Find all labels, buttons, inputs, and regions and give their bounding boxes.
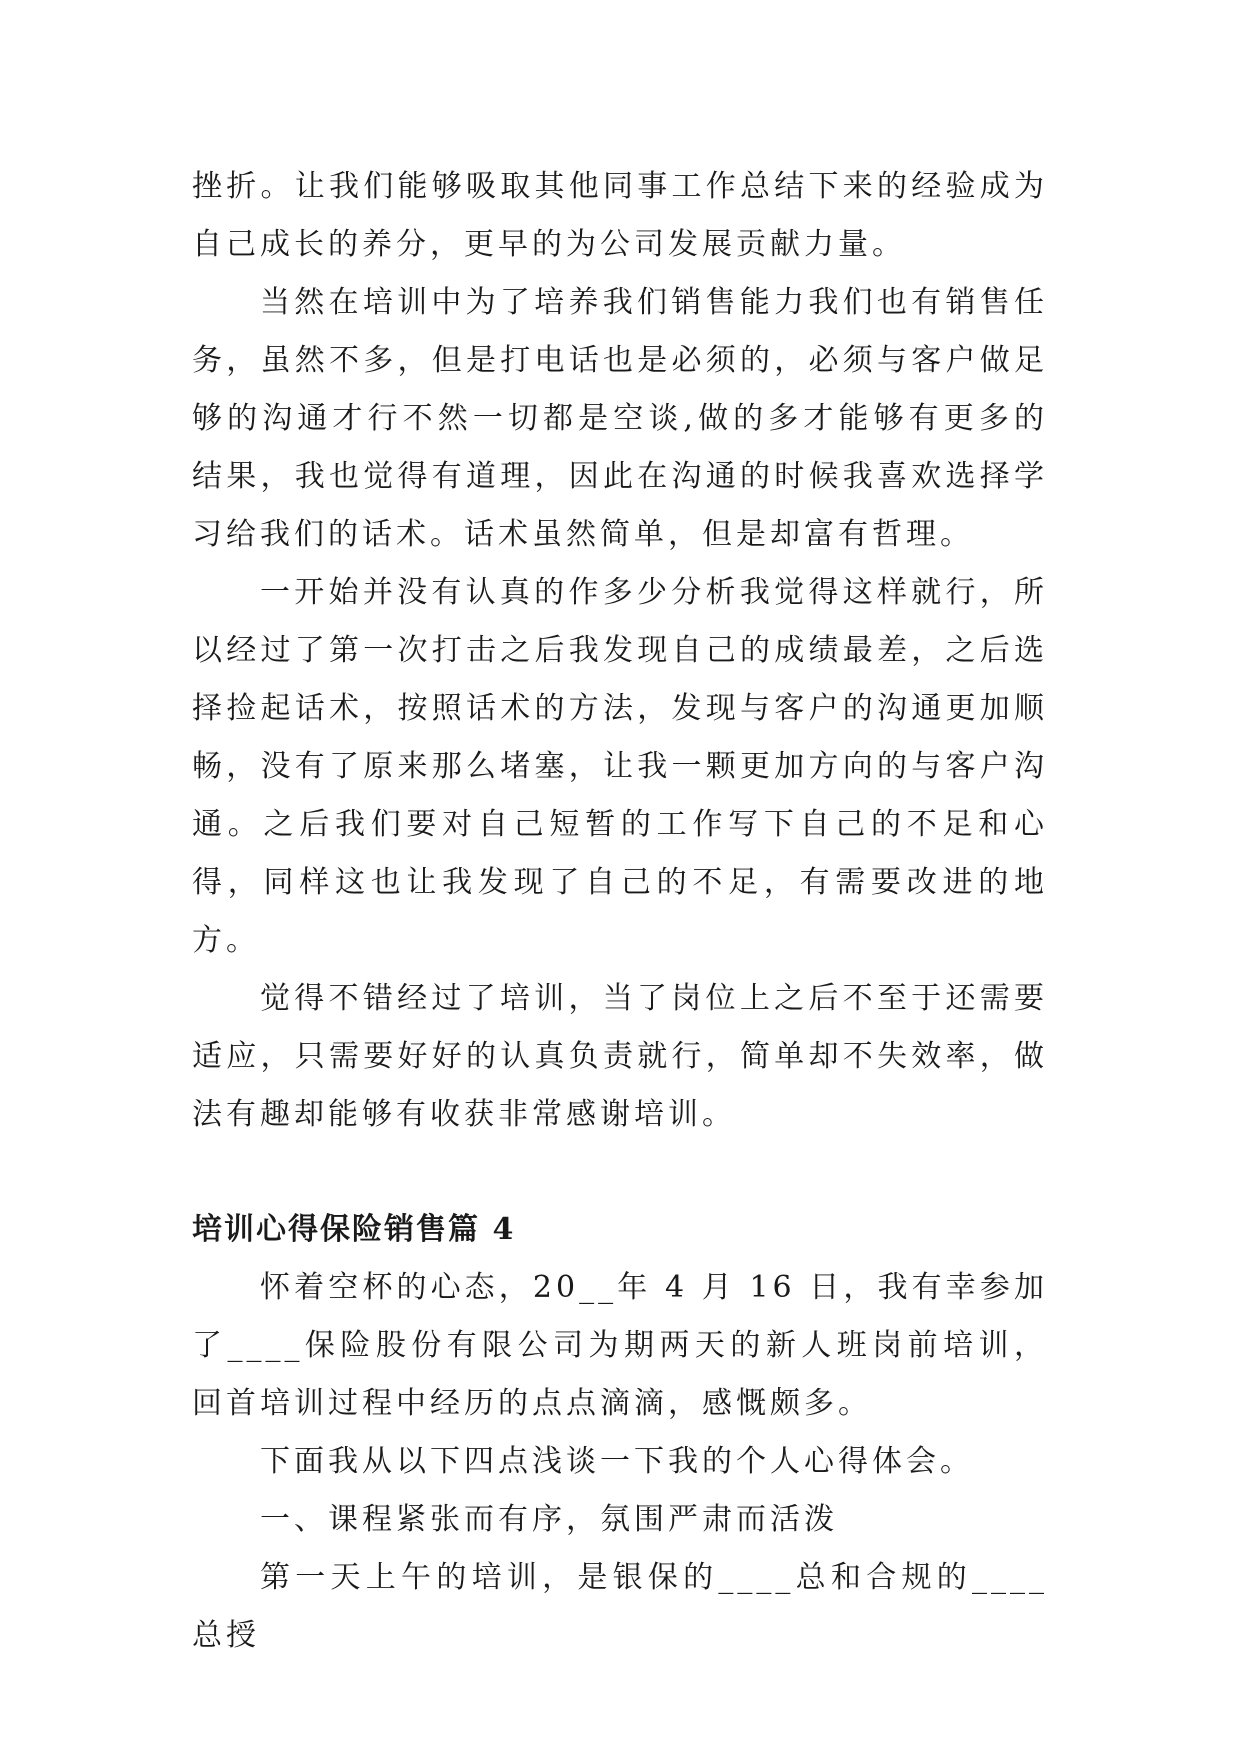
paragraph-8: 第一天上午的培训，是银保的____总和合规的____总授 (192, 1560, 1048, 1653)
paragraph-5: 怀着空杯的心态，20__年 4 月 16 日，我有幸参加了____保险股份有限公司为期两天的新人班岗前培训，回首培训过程中经历的点点滴滴，感慨颇多。 (192, 1270, 1048, 1421)
paragraph-4: 觉得不错经过了培训，当了岗位上之后不至于还需要适应，只需要好好的认真负责就行，简单却不失效率，做法有趣却能够有收获非常感谢培训。 (192, 981, 1048, 1132)
document-page (192, 158, 1048, 1665)
paragraph-3: 一开始并没有认真的作多少分析我觉得这样就行，所以经过了第一次打击之后我发现自己的成绩最差，之后选择捡起话术，按照话术的方法，发现与客户的沟通更加顺畅，没有了原来那么堵塞，让我一颗更加方向的与客户沟通。之后我们要对自己短暂的工作写下自己的不足和心得，同样这也让我发现了自己的不足，有需要改进的地方。 (192, 575, 1048, 958)
paragraph-1: 挫折。让我们能够吸取其他同事工作总结下来的经验成为自己成长的养分，更早的为公司发展贡献力量。 (192, 169, 1048, 262)
paragraph-6: 下面我从以下四点浅谈一下我的个人心得体会。 (260, 1444, 974, 1479)
paragraph-2: 当然在培训中为了培养我们销售能力我们也有销售任务，虽然不多，但是打电话也是必须的，必须与客户做足够的沟通才行不然一切都是空谈,做的多才能够有更多的结果，我也觉得有道理，因此在沟通的时候我喜欢选择学习给我们的话术。话术虽然简单，但是却富有哲理。 (192, 285, 1048, 552)
section-title: 培训心得保险销售篇 4 (192, 1212, 516, 1247)
paragraph-7: 一、课程紧张而有序，氛围严肃而活泼 (260, 1502, 838, 1537)
